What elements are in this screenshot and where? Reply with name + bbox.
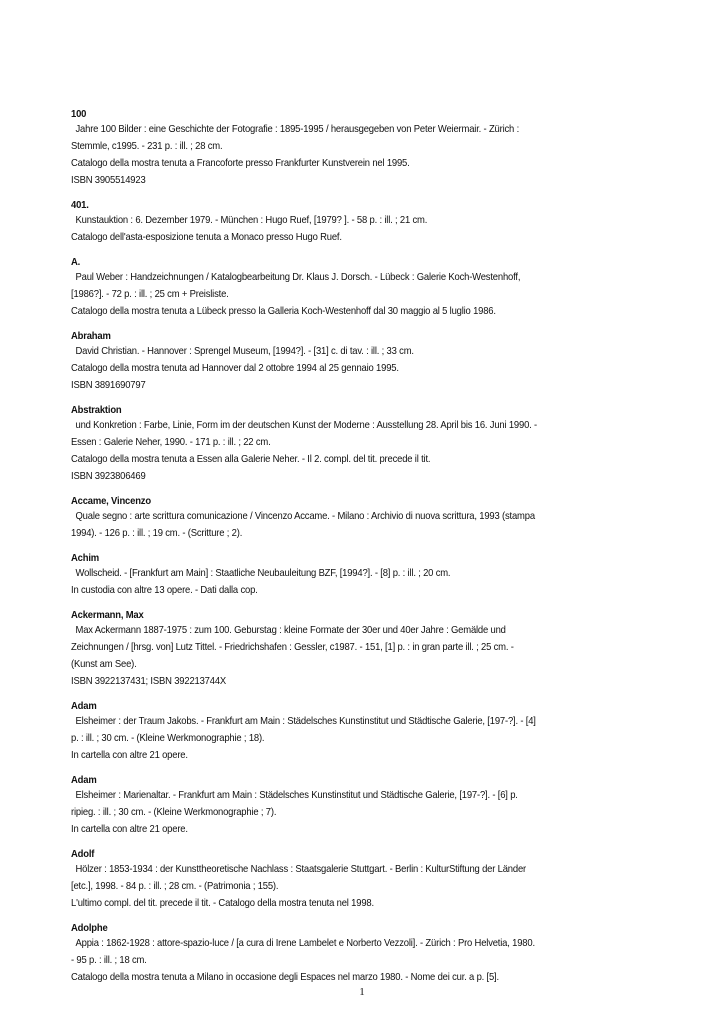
page-number: 1 (359, 986, 365, 998)
entry-text-line: p. : ill. ; 30 cm. - (Kleine Werkmonographie ; 18). (71, 732, 265, 744)
entry-heading: 100 (71, 108, 87, 120)
entry-text-line: In cartella con altre 21 opere. (71, 749, 188, 761)
entry-text-line: Essen : Galerie Neher, 1990. - 171 p. : ill. ; 22 cm. (71, 436, 271, 448)
entry-heading: Adolf (71, 848, 95, 860)
entry-heading: Abstraktion (71, 404, 122, 416)
entry-text-line: 1994). - 126 p. : ill. ; 19 cm. - (Scritture ; 2). (71, 527, 243, 539)
entry-title-line: Paul Weber : Handzeichnungen / Katalogbearbeitung Dr. Klaus J. Dorsch. - Lübeck : Galerie Koch-Westenhoff, (75, 271, 521, 283)
entry-title-line: und Konkretion : Farbe, Linie, Form im der deutschen Kunst der Moderne : Ausstellung 28. April bis 16. Juni 1990. - (75, 419, 538, 431)
catalog-entry (71, 698, 596, 763)
entry-heading: Achim (71, 552, 99, 564)
entry-text-line: Catalogo della mostra tenuta a Essen alla Galerie Neher. - Il 2. compl. del tit. precede il tit. (71, 453, 431, 465)
catalog-entry (71, 846, 596, 911)
entry-text-line: In custodia con altre 13 opere. - Dati dalla cop. (71, 584, 258, 596)
entry-text-line: ripieg. : ill. ; 30 cm. - (Kleine Werkmonographie ; 7). (71, 806, 277, 818)
entry-heading: Ackermann, Max (71, 609, 144, 621)
entry-title-line: Wollscheid. - [Frankfurt am Main] : Staatliche Neubauleitung BZF, [1994?]. - [8] p. : ill. ; 20 cm. (75, 567, 451, 579)
entry-title-line: Quale segno : arte scrittura comunicazione / Vincenzo Accame. - Milano : Archivio di nuova scrittura, 1993 (stampa (75, 510, 535, 522)
catalog-entry (71, 920, 596, 985)
entry-text-line: ISBN 3923806469 (71, 470, 146, 482)
entry-title-line: Elsheimer : der Traum Jakobs. - Frankfurt am Main : Städelsches Kunstinstitut und Städtische Galerie, [197-?]. - [4] (75, 715, 536, 727)
entry-text-line: ISBN 3922137431; ISBN 392213744X (71, 675, 227, 687)
entry-title-line: Jahre 100 Bilder : eine Geschichte der Fotografie : 1895-1995 / herausgegeben von Peter Weiermair. - Zürich : (75, 123, 520, 135)
catalog-entry (71, 493, 596, 541)
entry-heading: Adam (71, 700, 97, 712)
entry-title-line: Elsheimer : Marienaltar. - Frankfurt am Main : Städelsches Kunstinstitut und Städtische Galerie, [197-?]. - [6] p. (75, 789, 518, 801)
entry-heading: Adolphe (71, 922, 108, 934)
entry-heading: 401. (71, 199, 89, 211)
catalog-entry (71, 106, 596, 188)
catalog-entry (71, 772, 596, 837)
entry-text-line: Zeichnungen / [hrsg. von] Lutz Tittel. - Friedrichshafen : Gessler, c1987. - 151, [1] p. : in gran parte ill. ; 25 cm. - (71, 641, 514, 653)
catalog-entry (71, 607, 596, 689)
entry-heading: A. (71, 256, 81, 268)
entry-title-line: Hölzer : 1853-1934 : der Kunsttheoretische Nachlass : Staatsgalerie Stuttgart. - Berlin : KulturStiftung der Länder (75, 863, 526, 875)
entry-text-line: ISBN 3891690797 (71, 379, 146, 391)
entry-text-line: L'ultimo compl. del tit. precede il tit. - Catalogo della mostra tenuta nel 1998. (71, 897, 374, 909)
entry-text-line: (Kunst am See). (71, 658, 137, 670)
entry-text-line: Catalogo della mostra tenuta a Milano in occasione degli Espaces nel marzo 1980. - Nome dei cur. a p. [5]. (71, 971, 499, 983)
catalog-entry (71, 328, 596, 393)
entry-text-line: Stemmle, c1995. - 231 p. : ill. ; 28 cm. (71, 140, 223, 152)
entry-title-line: Appia : 1862-1928 : attore-spazio-luce / [a cura di Irene Lambelet e Norberto Vezzoli]. - Zürich : Pro Helvetia, 1980. (75, 937, 535, 949)
catalog-entry (71, 254, 596, 319)
entry-text-line: Catalogo della mostra tenuta a Francoforte presso Frankfurter Kunstverein nel 1995. (71, 157, 410, 169)
entry-text-line: Catalogo dell'asta-esposizione tenuta a Monaco presso Hugo Ruef. (71, 231, 342, 243)
entry-text-line: [etc.], 1998. - 84 p. : ill. ; 28 cm. - (Patrimonia ; 155). (71, 880, 279, 892)
entry-heading: Adam (71, 774, 97, 786)
entry-heading: Abraham (71, 330, 111, 342)
entry-text-line: ISBN 3905514923 (71, 174, 146, 186)
entry-title-line: Kunstauktion : 6. Dezember 1979. - München : Hugo Ruef, [1979? ]. - 58 p. : ill. ; 21 cm. (75, 214, 428, 226)
entry-title-line: Max Ackermann 1887-1975 : zum 100. Geburstag : kleine Formate der 30er und 40er Jahre : Gemälde und (75, 624, 506, 636)
entry-text-line: In cartella con altre 21 opere. (71, 823, 188, 835)
entry-text-line: [1986?]. - 72 p. : ill. ; 25 cm + Preisliste. (71, 288, 229, 300)
entry-text-line: Catalogo della mostra tenuta a Lübeck presso la Galleria Koch-Westenhoff dal 30 maggio al 5 luglio 1986. (71, 305, 496, 317)
entry-title-line: David Christian. - Hannover : Sprengel Museum, [1994?]. - [31] c. di tav. : ill. ; 33 cm. (75, 345, 414, 357)
catalog-entry (71, 550, 596, 598)
entry-text-line: Catalogo della mostra tenuta ad Hannover dal 2 ottobre 1994 al 25 gennaio 1995. (71, 362, 399, 374)
catalog-entry (71, 197, 596, 245)
entry-heading: Accame, Vincenzo (71, 495, 151, 507)
catalog-entry (71, 402, 596, 484)
catalog-entries (71, 106, 596, 994)
entry-text-line: - 95 p. : ill. ; 18 cm. (71, 954, 147, 966)
